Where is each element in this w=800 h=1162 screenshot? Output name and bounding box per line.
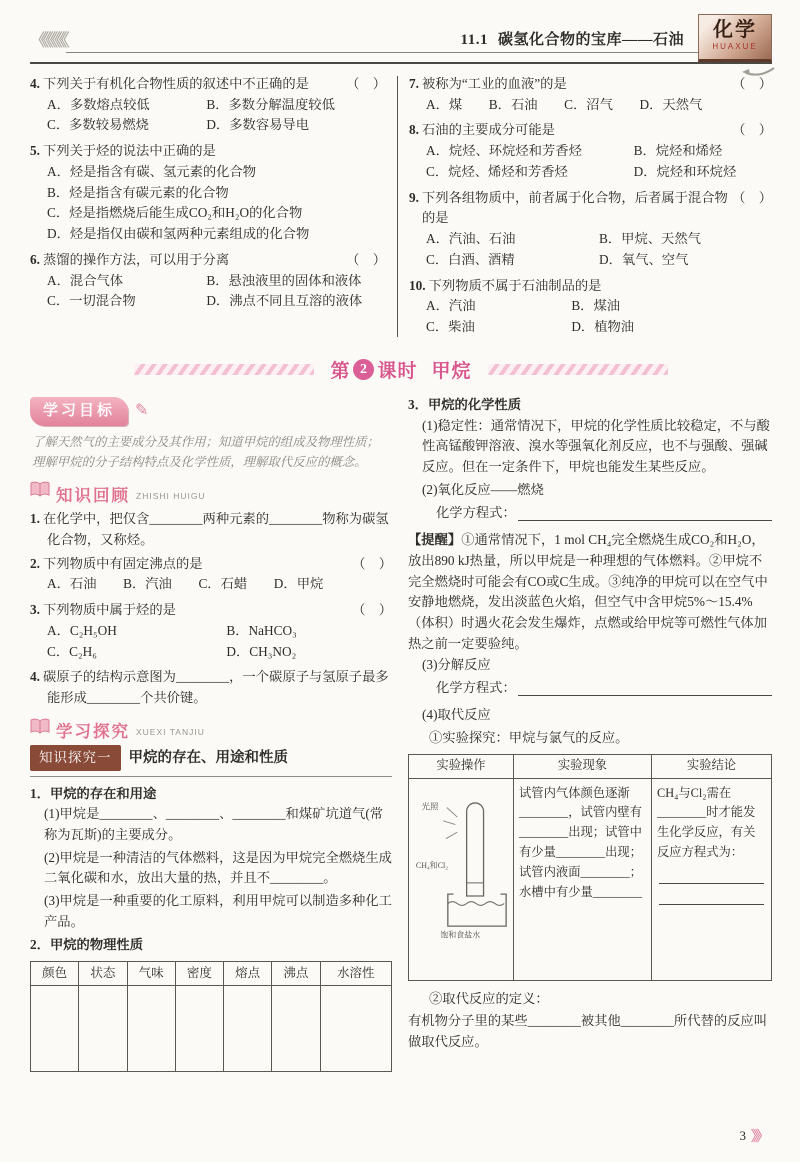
option-row xyxy=(30,621,392,642)
logo-title: 化学 xyxy=(713,19,757,41)
conclusion-cell xyxy=(652,778,772,980)
top-questions-section xyxy=(30,74,772,343)
question-stem: 下列关于烃的说法中正确的是 xyxy=(42,143,216,159)
equation-label: 化学方程式： xyxy=(436,680,516,696)
decomposition-heading: (3)分解反应 xyxy=(422,656,491,672)
explore-title: 甲烷的存在、用途和性质 xyxy=(128,749,288,766)
banner-decoration-left xyxy=(134,364,314,375)
option-row xyxy=(409,229,772,250)
option: A．烷烃、环烷烃和芳香烃 xyxy=(426,143,582,159)
lesson-banner xyxy=(30,356,772,383)
uses-paragraph-3: (3)甲烷是一种重要的化工原料，利用甲烷可以制造多种化工产品。 xyxy=(44,893,392,929)
column-header: 熔点 xyxy=(224,962,272,986)
answer-bracket: （ ） xyxy=(346,76,386,91)
logo-swoosh-icon xyxy=(740,66,776,78)
blank-line xyxy=(518,678,772,696)
diagram-label-light: 光照 xyxy=(421,801,439,812)
equation-label: 化学方程式： xyxy=(436,505,516,521)
option: C．白酒、酒精 xyxy=(426,251,515,267)
option-row xyxy=(409,250,772,271)
option: B．烃是指含有碳元素的化合物 xyxy=(47,184,229,200)
questions-left-column xyxy=(30,74,386,343)
section-subtitle: XUEXI TANJIU xyxy=(136,727,205,738)
decorative-arrows-icon: 《《《《《《 xyxy=(30,30,66,50)
uses-heading: 1．甲烷的存在和用途 xyxy=(30,785,157,801)
question-number: 10. xyxy=(409,277,426,293)
book-icon xyxy=(30,481,50,504)
definition-text: 有机物分子里的某些________被其他________所代替的反应叫做取代反应。 xyxy=(408,1013,768,1050)
empty-answer-cell xyxy=(320,986,392,1072)
learning-goals-header xyxy=(30,397,392,426)
empty-answer-cell xyxy=(224,986,272,1072)
question-stem: 下列各组物质中，前者属于化合物，后者属于混合物的是 xyxy=(421,189,728,226)
option: B．多数分解温度较低 xyxy=(206,96,335,112)
questions-right-column xyxy=(409,74,772,343)
option-row xyxy=(409,162,772,183)
banner-decoration-right xyxy=(488,364,668,375)
main-content xyxy=(30,395,772,1073)
answer-bracket: （ ） xyxy=(352,555,392,571)
physical-properties-heading: 2．甲烷的物理性质 xyxy=(30,936,144,952)
book-icon xyxy=(30,718,50,741)
option: D．植物油 xyxy=(571,319,635,335)
option: D．氧气、空气 xyxy=(599,251,689,267)
option: D．多数容易导电 xyxy=(206,117,310,133)
phenomena-cell xyxy=(514,778,652,980)
option-row xyxy=(30,291,386,312)
question-stem: 下列物质不属于石油制品的是 xyxy=(428,277,602,293)
option: A．汽油、石油 xyxy=(426,231,516,247)
question-number: 5. xyxy=(30,143,40,159)
option-row xyxy=(30,115,386,136)
lesson-suffix: 课时 xyxy=(377,360,418,382)
empty-answer-cell xyxy=(272,986,320,1072)
explore-badge: 知识探究一 xyxy=(30,745,121,770)
page-footer xyxy=(740,1126,767,1146)
reminder-text: ①通常情况下，1 mol CH₄完全燃烧生成CO₂和H₂O，放出890 kJ热量，所以甲烷是一种理想的气体燃料。②甲烷不完全燃烧时可能会有CO或C生成。③纯净的甲烷可以在空气中安静地燃烧，发出淡蓝色火焰，但空气中含甲烷5%～15.4%（体积）时遇火花会发生爆炸，点燃或给甲烷等可燃性气体加热之前一定要验纯。 xyxy=(408,532,768,651)
subject-logo xyxy=(698,14,772,62)
page-header xyxy=(30,16,772,60)
column-divider xyxy=(397,76,398,337)
lesson-title xyxy=(330,356,471,383)
answer-bracket: （ ） xyxy=(732,122,772,138)
table-row xyxy=(31,986,392,1072)
pencil-icon: ✎ xyxy=(135,402,149,420)
table-header-row xyxy=(409,754,772,778)
question-stem: 石油的主要成分可能是 xyxy=(421,122,555,138)
column-header: 实验现象 xyxy=(514,754,652,778)
option: C．一切混合物 xyxy=(47,293,136,309)
main-left-column xyxy=(30,395,392,1073)
question-10 xyxy=(409,276,772,338)
question-stem: 蒸馏的操作方法，可以用于分离 xyxy=(42,251,230,267)
option-row xyxy=(30,574,392,595)
question-stem: 被称为“工业的血液”的是 xyxy=(421,76,567,91)
question-number: 9. xyxy=(409,189,419,205)
question-stem: 下列关于有机化合物性质的叙述中不正确的是 xyxy=(42,76,309,91)
option-row xyxy=(30,224,386,245)
lesson-number-badge: 2 xyxy=(353,359,374,380)
item-text: 碳原子的结构示意图为________，一个碳原子与氢原子最多能形成________个共价键。 xyxy=(42,669,389,705)
learning-goals-badge: 学习目标 xyxy=(30,397,128,426)
option: D．烃是指仅由碳和氢两种元素组成的化合物 xyxy=(47,226,310,242)
option: D．烷烃和环烷烃 xyxy=(633,163,737,179)
item-number: 4. xyxy=(30,669,40,685)
reminder-note xyxy=(408,530,772,654)
option: A．混合气体 xyxy=(47,272,124,288)
option: C．C₂H₆ xyxy=(47,643,97,659)
empty-answer-cell xyxy=(79,986,127,1072)
table-row xyxy=(409,778,772,980)
question-stem: 下列物质中有固定沸点的是 xyxy=(42,555,203,571)
option: C．柴油 xyxy=(426,319,475,335)
chapter-title xyxy=(66,28,699,53)
reminder-label: 【提醒】 xyxy=(408,532,462,548)
option-row xyxy=(30,183,386,204)
option: C．烷烃、烯烃和芳香烃 xyxy=(426,163,568,179)
option: A．汽油 xyxy=(426,298,476,314)
experiment-intro: ①实验探究：甲烷与氯气的反应。 xyxy=(429,729,629,745)
definition-heading: ②取代反应的定义： xyxy=(429,990,549,1006)
answer-bracket: （ ） xyxy=(732,189,772,205)
option: A．石油 B．汽油 C．石蜡 D．甲烷 xyxy=(47,576,324,592)
empty-answer-cell xyxy=(31,986,79,1072)
question-number: 3. xyxy=(30,602,40,618)
option-row xyxy=(409,317,772,338)
equation-line xyxy=(408,678,772,699)
knowledge-review-header xyxy=(30,481,392,504)
question-8 xyxy=(409,120,772,182)
experiment-diagram-cell xyxy=(409,778,514,980)
answer-bracket: （ ） xyxy=(732,76,772,91)
option-row xyxy=(30,162,386,183)
apparatus-diagram xyxy=(414,784,508,946)
option: C．多数较易燃烧 xyxy=(47,117,149,133)
question-stem: 下列物质中属于烃的是 xyxy=(42,602,176,618)
option: D．CH₃NO₂ xyxy=(226,643,297,659)
option-row xyxy=(30,203,386,224)
column-header: 实验结论 xyxy=(652,754,772,778)
physical-properties-table xyxy=(30,961,392,1072)
question-stem-row xyxy=(30,600,392,621)
question-stem-row xyxy=(409,74,772,95)
learning-explore-header xyxy=(30,718,392,741)
review-item-2 xyxy=(30,554,392,595)
option: B．悬浊液里的固体和液体 xyxy=(206,272,362,288)
column-header: 沸点 xyxy=(272,962,320,986)
logo-subtitle: HUAXUE xyxy=(712,42,758,51)
section-title: 学习探究 xyxy=(56,721,130,741)
option-row xyxy=(409,296,772,317)
option-row xyxy=(30,642,392,663)
question-number: 4. xyxy=(30,76,40,91)
blank-line xyxy=(659,863,764,884)
question-9 xyxy=(409,188,772,271)
question-number: 8. xyxy=(409,122,419,138)
option-row xyxy=(30,95,386,116)
stability-paragraph: (1)稳定性：通常情况下，甲烷的化学性质比较稳定，不与酸性高锰酸钾溶液、溴水等强氧化剂反应，也不与强酸、强碱反应。但在一定条件下，甲烷也能发生某些反应。 xyxy=(422,417,770,475)
experiment-table xyxy=(408,754,772,981)
conclusion-text: CH₄与Cl₂需在________时才能发生化学反应，有关反应方程式为： xyxy=(657,785,756,860)
page-number: 3 xyxy=(739,1128,746,1143)
lesson-topic: 甲烷 xyxy=(431,360,472,382)
option: D．沸点不同且互溶的液体 xyxy=(206,293,363,309)
column-header: 水溶性 xyxy=(320,962,392,986)
chapter-number: 11.1 xyxy=(460,31,488,48)
option: B．甲烷、天然气 xyxy=(599,231,701,247)
equation-line xyxy=(408,503,772,524)
uses-paragraph-1: (1)甲烷是________、________、________和煤矿坑道气(常称为瓦斯)的主要成分。 xyxy=(44,806,384,842)
oxidation-heading: (2)氧化反应——燃烧 xyxy=(422,481,544,497)
option: B．煤油 xyxy=(571,298,621,314)
question-stem-row xyxy=(30,554,392,575)
column-header: 气味 xyxy=(127,962,175,986)
empty-answer-cell xyxy=(127,986,175,1072)
blank-line xyxy=(659,884,764,905)
learning-goals-text: 了解天然气的主要成分及其作用；知道甲烷的组成及物理性质；理解甲烷的分子结构特点及化学性质，理解取代反应的概念。 xyxy=(32,435,379,470)
column-header: 实验操作 xyxy=(409,754,514,778)
question-number: 6. xyxy=(30,251,40,267)
option: A．煤 B．石油 C．沼气 D．天然气 xyxy=(426,96,703,112)
header-divider xyxy=(30,62,772,64)
option-row xyxy=(409,141,772,162)
column-header: 状态 xyxy=(79,962,127,986)
question-stem-row xyxy=(409,120,772,141)
answer-bracket: （ ） xyxy=(352,602,392,618)
section-title: 知识回顾 xyxy=(56,485,130,505)
main-right-column xyxy=(408,395,772,1073)
option-row xyxy=(30,271,386,292)
diagram-label-brine: 饱和食盐水 xyxy=(440,929,481,939)
section-subtitle: ZHISHI HUIGU xyxy=(136,490,206,501)
chemical-properties-heading: 3．甲烷的化学性质 xyxy=(408,396,522,412)
phenomena-text: 试管内气体颜色逐渐________，试管内壁有________出现；试管中有少量________出现；试管内液面________；水槽中有少量________ xyxy=(519,785,642,900)
option: A．烃是指含有碳、氢元素的化合物 xyxy=(47,163,257,179)
review-item-1 xyxy=(30,509,392,550)
substitution-heading: (4)取代反应 xyxy=(422,707,491,723)
review-item-4 xyxy=(30,667,392,708)
question-stem-row xyxy=(409,188,772,229)
item-text: 在化学中，把仅含________两种元素的________物称为碳氢化合物，又称烃。 xyxy=(42,511,389,547)
option-row xyxy=(409,95,772,116)
question-stem-row xyxy=(30,74,386,95)
item-number: 1. xyxy=(30,511,40,527)
question-number: 7. xyxy=(409,76,419,91)
chapter-name: 碳氢化合物的宝库——石油 xyxy=(497,31,684,48)
option: B．烷烃和烯烃 xyxy=(633,143,723,159)
option: B．NaHCO₃ xyxy=(226,622,297,638)
diagram-label-gas: CH₄和Cl₂ xyxy=(415,860,449,870)
question-7 xyxy=(409,74,772,115)
review-item-3 xyxy=(30,600,392,662)
question-6 xyxy=(30,250,386,312)
question-number: 2. xyxy=(30,555,40,571)
table-header-row xyxy=(31,962,392,986)
blank-line xyxy=(518,503,772,521)
option: C．烃是指燃烧后能生成CO₂和H₂O的化合物 xyxy=(47,205,303,221)
footer-arrows-icon: 》》 xyxy=(751,1130,766,1145)
column-header: 密度 xyxy=(175,962,223,986)
question-stem-row xyxy=(30,250,386,271)
empty-answer-cell xyxy=(175,986,223,1072)
uses-paragraph-2: (2)甲烷是一种清洁的气体燃料，这是因为甲烷完全燃烧生成二氧化碳和水，放出大量的热，并且不________。 xyxy=(44,849,392,886)
lesson-prefix: 第 xyxy=(330,360,351,382)
option: A．C₂H₅OH xyxy=(47,622,117,638)
knowledge-explore-1-header xyxy=(30,745,392,776)
option: A．多数熔点较低 xyxy=(47,96,150,112)
answer-bracket: （ ） xyxy=(346,251,386,267)
question-4 xyxy=(30,74,386,136)
question-stem-row xyxy=(409,276,772,297)
question-stem-row xyxy=(30,141,386,162)
column-header: 颜色 xyxy=(31,962,79,986)
question-5 xyxy=(30,141,386,245)
